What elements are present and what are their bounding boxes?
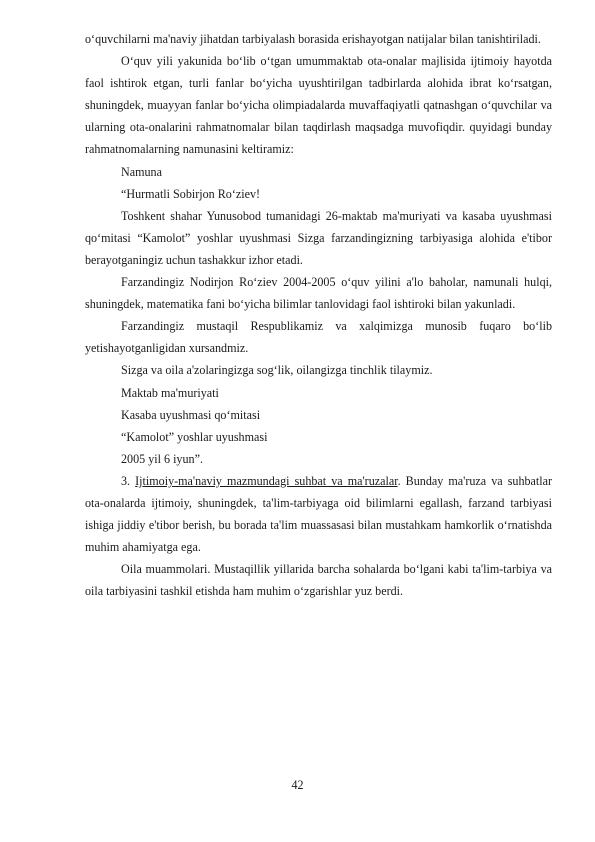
letter-wishes: Sizga va oila a'zolaringizga sog‘lik, oilangizga tinchlik tilaymiz. (121, 363, 433, 378)
letter-body-1: Toshkent shahar Yunusobod tumanidagi 26-maktab ma'muriyati va kasaba uyushmasi qo‘mitasi “Kamolot” yoshlar uyushmasi Sizga farzandingizning tarbiyasiga alohida e'tibor berayotganingiz uchun tashakkur izhor etadi. (85, 208, 552, 267)
letter-date: 2005 yil 6 iyun”. (121, 451, 203, 466)
signature-trade-union: Kasaba uyushmasi qo‘mitasi (121, 407, 261, 422)
paragraph-family-problems: Oila muammolari. Mustaqillik yillarida barcha sohalarda bo‘lgani kabi ta'lim-tarbiya va oila tarbiyasini tashkil etishda ham muhim o‘zgarishlar yuz berdi. (85, 562, 552, 599)
section-number: 3. (121, 473, 136, 488)
sample-heading: Namuna (121, 164, 162, 179)
signature-administration: Maktab ma'muriyati (121, 385, 219, 400)
section-heading-link[interactable]: Ijtimoiy-ma'naviy mazmundagi suhbat va ma'ruzalar (135, 473, 398, 488)
page-number: 42 (291, 778, 304, 792)
page-body (85, 28, 552, 602)
letter-body-3: Farzandingiz mustaqil Respublikamiz va xalqimizga munosib fuqaro bo‘lib yetishayotganligidan xursandmiz. (85, 319, 552, 356)
paragraph-year-end-meeting: O‘quv yili yakunida bo‘lib o‘tgan umummaktab ota-onalar majlisida ijtimoiy hayotda faol ishtirok etgan, turli fanlar bo‘yicha uyushtirilgan tadbirlarda alohida ibrat ko‘rsatgan, shuningdek, muayyan fanlar bo‘yicha olimpiadalarda muvaffaqiyatli qatnashgan o‘quvchilar va ularning ota-onalarini rahmatnomalar bilan taqdirlash maqsadga muvofiqdir. quyidagi bunday rahmatnomalarning namunasini keltiramiz: (85, 54, 552, 157)
letter-salutation: “Hurmatli Sobirjon Ro‘ziev! (121, 186, 261, 201)
section-text: . Bunday ma'ruza va suhbatlar ota-onalarda ijtimoiy, shuningdek, ta'lim-tarbiyaga oid bilimlarni egallash, farzand tarbiyasi ishiga jiddiy e'tibor berish, bu borada ta'lim muassasasi bilan mustahkam hamkorlik o‘rnatishda muhim ahamiyatga ega. (85, 473, 553, 555)
paragraph-intro: o‘quvchilarni ma'naviy jihatdan tarbiyalash borasida erishayotgan natijalar bilan tanishtiriladi. (85, 32, 541, 46)
letter-body-2: Farzandingiz Nodirjon Ro‘ziev 2004-2005 o‘quv yilini a'lo baholar, namunali hulqi, shuningdek, matematika fani bo‘yicha bilimlar tanlovidagi faol ishtiroki bilan yakunladi. (85, 275, 552, 312)
signature-kamolot: “Kamolot” yoshlar uyushmasi (121, 429, 268, 444)
section-3-paragraph (85, 470, 552, 558)
